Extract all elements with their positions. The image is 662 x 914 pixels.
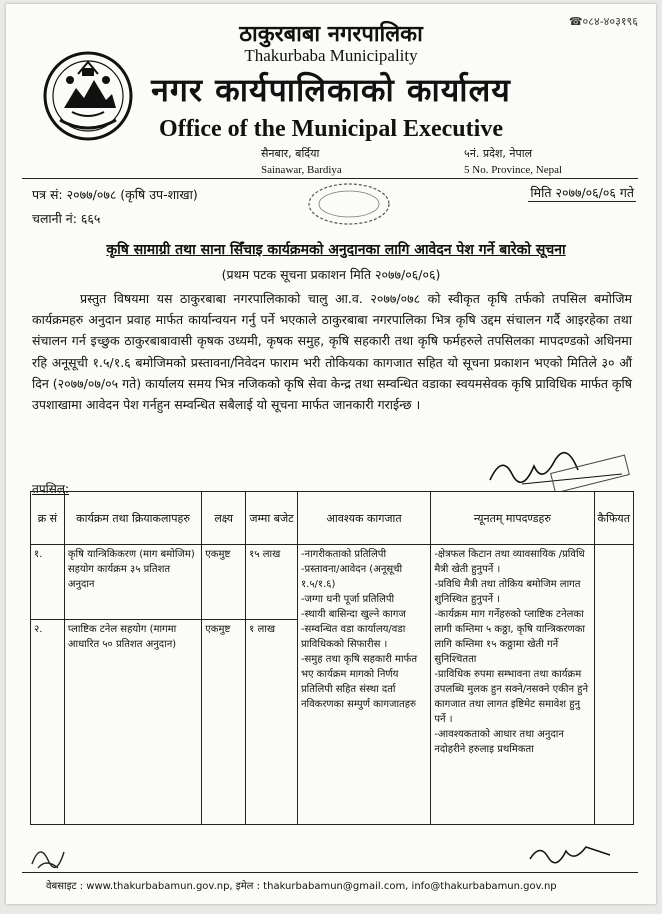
notice-title: कृषि सामाग्री तथा साना सिँचाइ कार्यक्रमको अनुदानका लागि आवेदन पेश गर्ने बारेको सूचना — [106, 242, 566, 258]
row-2-target: एकमुष्ट — [202, 620, 246, 825]
address-left-nepali: सैनबार, बर्दिया — [261, 147, 320, 160]
header-remarks: कैफियत — [594, 492, 634, 545]
header-program: कार्यक्रम तथा क्रियाकलापहरु — [64, 492, 201, 545]
municipality-name-english: Thakurbaba Municipality — [244, 46, 418, 65]
row-2-program: प्लाष्टिक टनेल सहयोग (मागमा आधारित ५० प्रतिशत अनुदान) — [64, 620, 201, 825]
notice-date: मिति २०७७/०६/०६ गते — [530, 185, 634, 200]
address-left — [261, 146, 342, 178]
criteria-item: -कार्यक्रम माग गर्नेहरुको प्लाष्टिक टनेलका लागी कम्तिमा ५ कठ्ठा, कृषि यान्त्रिकरणका लागि कम्तिमा १५ कठ्ठामा खेती गर्ने सुनिश्चितता — [434, 609, 586, 665]
row-1-program: कृषि यान्त्रिकिकरण (माग बमोजिम) सहयोग कार्यक्रम ३५ प्रतिशत अनुदान — [64, 545, 201, 620]
notice-subtitle: (प्रथम पटक सूचना प्रकाशन मिति २०७७/०६/०६) — [221, 267, 441, 282]
letter-number: पत्र सं: २०७७/०७८ (कृषि उप-शाखा) — [32, 187, 198, 202]
document-item: -सम्वन्धित वडा कार्यालय/वडा प्राविधिकको सिफारीस । — [300, 624, 406, 650]
row-2-budget: १ लाख — [246, 620, 298, 825]
footer-divider — [22, 872, 638, 873]
address-left-english: Sainawar, Bardiya — [261, 164, 342, 176]
criteria-item: -प्राविधिक रुपमा सम्भावना तथा कार्यक्रम उपलब्धि मुलक हुन सक्ने/नसक्ने एकीन हुने कागजात तथा लागत इष्टिमेट समावेश हुनु पर्ने । — [434, 669, 589, 725]
dispatch-number: चलानी नं: ६६५ — [32, 211, 101, 226]
phone-reference: ☎०८४-४०३१९६ — [568, 15, 638, 28]
notice-page — [6, 4, 656, 904]
document-item: -जग्गा धनी पूर्जा प्रतिलिपी — [300, 594, 395, 605]
footer-contact: वेबसाइट : www.thakurbabamun.gov.np, इमेल : thakurbabamun@gmail.com, info@thakurbabamun.gov.np — [46, 881, 557, 892]
criteria-item: -क्षेत्रफल किटान तथा व्यावसायिक /प्रविधि मैत्री खेती हुनुपर्ने । — [434, 549, 585, 575]
header-sn: क्र सं — [31, 492, 65, 545]
address-right — [464, 146, 562, 178]
table-header-row — [31, 492, 634, 545]
header-criteria: न्यूनतम् मापदण्डहरु — [431, 492, 594, 545]
row-2-sn: २. — [31, 620, 65, 825]
document-item: -नागरीकताको प्रतिलिपी — [300, 549, 387, 560]
office-name-nepali: नगर कार्यपालिकाको कार्यालय — [151, 71, 511, 109]
office-name-english: Office of the Municipal Executive — [159, 116, 503, 142]
program-schedule-table — [30, 491, 634, 825]
remarks-cell — [594, 545, 634, 825]
municipality-name-nepali: ठाकुरबाबा नगरपालिका — [239, 22, 423, 47]
criteria-item: -आवश्यकताको आधार तथा अनुदान नदोहरीने हरुलाइ प्रथमिकता — [434, 729, 564, 755]
address-right-nepali: ५नं. प्रदेश, नेपाल — [464, 147, 533, 160]
notice-body: प्रस्तुत विषयमा यस ठाकुरबाबा नगरपालिकाको चालु आ.व. २०७७/०७८ को स्वीकृत कृषि तर्फको तपसिल बमोजिम कार्यक्रमहरु अनुदान प्रवाह मार्फत कार्यान्वयन गर्नु पर्ने भएकाले ठाकुरबाबा नगरपालिका भित्र कृषि उद्दम संचालन गर्दै आइरहेका तथा संचालन गर्न इच्छुक ठाकुरबाबावासी कृषक उध्यमी, कृषक समुह, कृषि सहकारी तथा कृषि फर्महरुले तपसिलका मापदण्डको अधिनमा रहि अनूसूची १.५/१.६ बमोजिमको प्रस्तावना/निवेदन फाराम भरी तोकियका कागजात सहित यो सूचना प्रकाशन भएको मितिले ३० औं दिन (२०७७/०७/०५ गते) कार्यालय समय भित्र नजिकको कृषि सेवा केन्द्र तथा सम्वन्धित वडाका स्वयमसेवक कृषि प्राविधिक मार्फत कृषि उपशाखामा आवेदन पेश गर्नहुन सम्वन्धित सबैलाई यो सूचना मार्फत जानकारी गराईन्छ । — [32, 291, 632, 413]
document-item: -स्थायी बासिन्दा खुल्ने कागज — [300, 609, 406, 620]
row-1-target: एकमुष्ट — [202, 545, 246, 620]
criteria-cell — [431, 545, 594, 825]
corner-scribble-icon — [28, 834, 68, 874]
document-item: -प्रस्तावना/आवेदन (अनूसूची १.५/१.६) — [300, 564, 403, 590]
office-stamp-icon — [306, 181, 392, 227]
row-1-budget: १५ लाख — [246, 545, 298, 620]
header-budget: जम्मा बजेट — [246, 492, 298, 545]
criteria-item: -प्रविधि मैत्री तथा तोकिय बमोजिम लागत शुनिस्चित हुनुपर्ने । — [434, 579, 581, 605]
tapasil-label: तपसिल: — [32, 482, 70, 496]
header-documents: आवश्यक कागजात — [297, 492, 430, 545]
bottom-signature-icon — [526, 837, 616, 869]
header-target: लक्ष्य — [202, 492, 246, 545]
address-right-english: 5 No. Province, Nepal — [464, 164, 563, 176]
document-item: -समुह तथा कृषि सहकारी मार्फत भए कार्यक्रम मागको निर्णय प्रतिलिपी सहित संस्था दर्ता नविकरणका सम्पुर्ण कागजातहरु — [300, 654, 418, 710]
row-1-sn: १. — [31, 545, 65, 620]
table-row — [31, 545, 634, 620]
header-divider — [22, 178, 638, 179]
signature-stamp-icon — [482, 444, 632, 492]
documents-cell — [297, 545, 430, 825]
